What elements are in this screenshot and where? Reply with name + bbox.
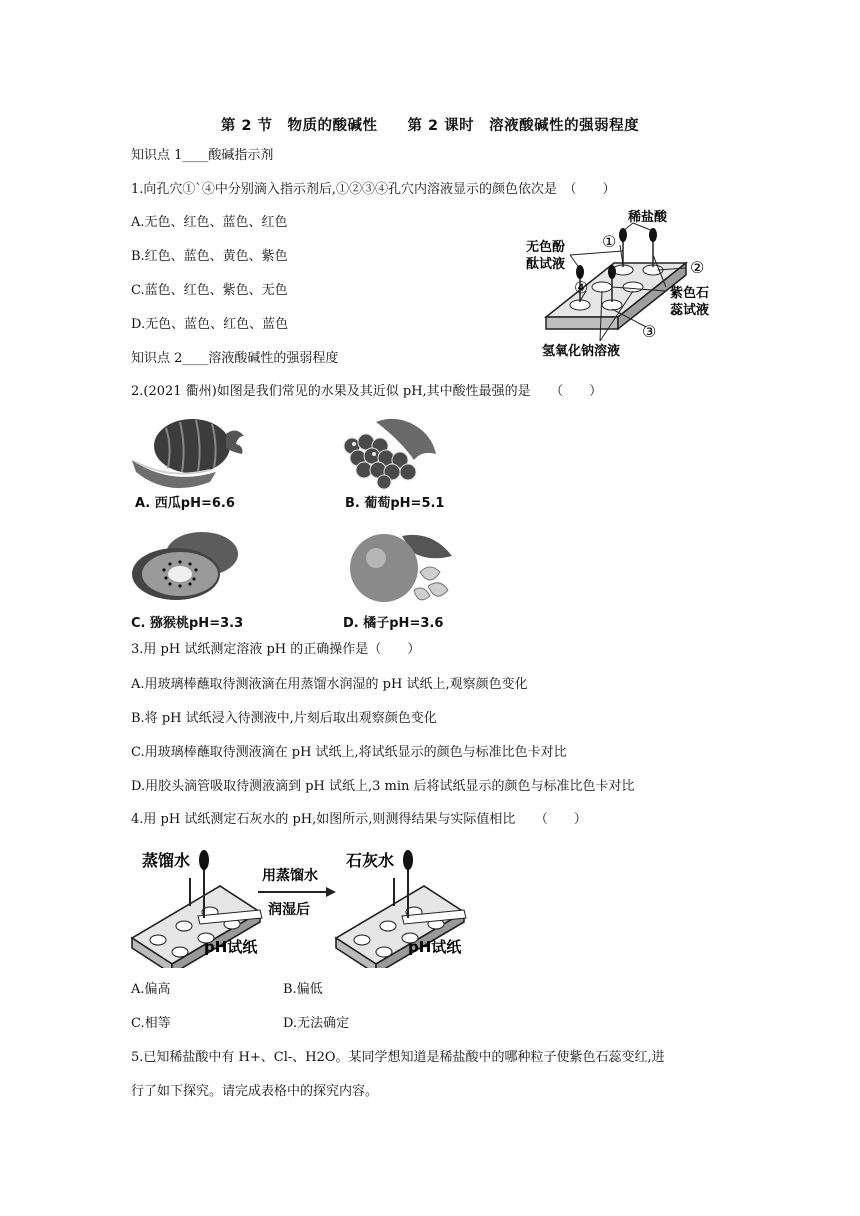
q3-option-c: C.用玻璃棒蘸取待测液滴在 pH 试纸上,将试纸显示的颜色与标准比色卡对比: [131, 745, 567, 760]
ph-paper-label-left: pH试纸: [204, 938, 258, 956]
q3-option-b: B.将 pH 试纸浸入待测液中,片刻后取出观察颜色变化: [131, 711, 437, 726]
knowledge-point-2: 知识点 2____溶液酸碱性的强弱程度: [131, 351, 339, 366]
q3-option-a: A.用玻璃棒蘸取待测液滴在用蒸馏水润湿的 pH 试纸上,观察颜色变化: [131, 677, 528, 692]
spot-plate-figure: [490, 205, 710, 360]
fruit-caption-d: D. 橘子pH=3.6: [343, 616, 444, 631]
q4-option-b: B.偏低: [283, 982, 323, 997]
phenolphthalein-label-1: 无色酚: [526, 240, 566, 255]
knowledge-point-1: 知识点 1____酸碱指示剂: [131, 148, 274, 163]
question-3-stem: 3.用 pH 试纸测定溶液 pH 的正确操作是（ ）: [131, 642, 421, 657]
ph-paper-label-right: pH试纸: [408, 938, 462, 956]
question-2-stem: 2.(2021 衢州)如图是我们常见的水果及其近似 pH,其中酸性最强的是 （ ）: [131, 384, 603, 399]
kiwi-image: [130, 528, 242, 604]
limewater-label: 石灰水: [346, 851, 395, 870]
fruit-caption-c: C. 猕猴桃pH=3.3: [131, 616, 244, 631]
well-1-label: ①: [602, 232, 617, 251]
grapes-image: [332, 416, 444, 490]
page-title: 第 2 节 物质的酸碱性 第 2 课时 溶液酸碱性的强弱程度: [220, 118, 640, 134]
watermelon-image: [130, 416, 250, 490]
q4-option-c: C.相等: [131, 1016, 171, 1031]
tangerine-image: [332, 528, 462, 608]
litmus-label-2: 蕊试液: [670, 303, 710, 318]
question-5-line-2: 行了如下探究。请完成表格中的探究内容。: [131, 1084, 379, 1099]
fruit-caption-b: B. 葡萄pH=5.1: [345, 496, 445, 511]
arrow-head-icon: [326, 887, 336, 897]
well-2-label: ②: [690, 258, 705, 277]
distilled-water-label: 蒸馏水: [142, 851, 191, 870]
phenolphthalein-label-2: 酞试液: [526, 257, 566, 272]
arrow-label-top: 用蒸馏水: [262, 868, 318, 884]
question-5-line-1: 5.已知稀盐酸中有 H+、Cl-、H2O。某同学想知道是稀盐酸中的哪种粒子使紫色石蕊变红,进: [131, 1050, 665, 1065]
naoh-label: 氢氧化钠溶液: [542, 344, 621, 359]
q1-option-d: D.无色、蓝色、红色、蓝色: [131, 317, 289, 332]
well-4-label: ④: [574, 278, 589, 297]
arrow-label-bottom: 润湿后: [268, 902, 310, 918]
well-3-label: ③: [642, 322, 657, 341]
q1-option-b: B.红色、蓝色、黄色、紫色: [131, 249, 288, 264]
q3-option-d: D.用胶头滴管吸取待测液滴到 pH 试纸上,3 min 后将试纸显示的颜色与标准比色卡对比: [131, 779, 635, 794]
q4-option-a: A.偏高: [131, 982, 171, 997]
q4-option-d: D.无法确定: [283, 1016, 350, 1031]
q1-option-c: C.蓝色、红色、紫色、无色: [131, 283, 288, 298]
question-1-stem: 1.向孔穴①`④中分别滴入指示剂后,①②③④孔穴内溶液显示的颜色依次是 （ ）: [131, 182, 616, 197]
dilute-hcl-label: 稀盐酸: [628, 210, 668, 225]
q1-option-a: A.无色、红色、蓝色、红色: [131, 215, 288, 230]
litmus-label-1: 紫色石: [670, 286, 710, 301]
fruit-caption-a: A. 西瓜pH=6.6: [135, 496, 235, 511]
ph-test-figure: [128, 840, 468, 968]
question-4-stem: 4.用 pH 试纸测定石灰水的 pH,如图所示,则测得结果与实际值相比 （ ）: [131, 812, 587, 827]
